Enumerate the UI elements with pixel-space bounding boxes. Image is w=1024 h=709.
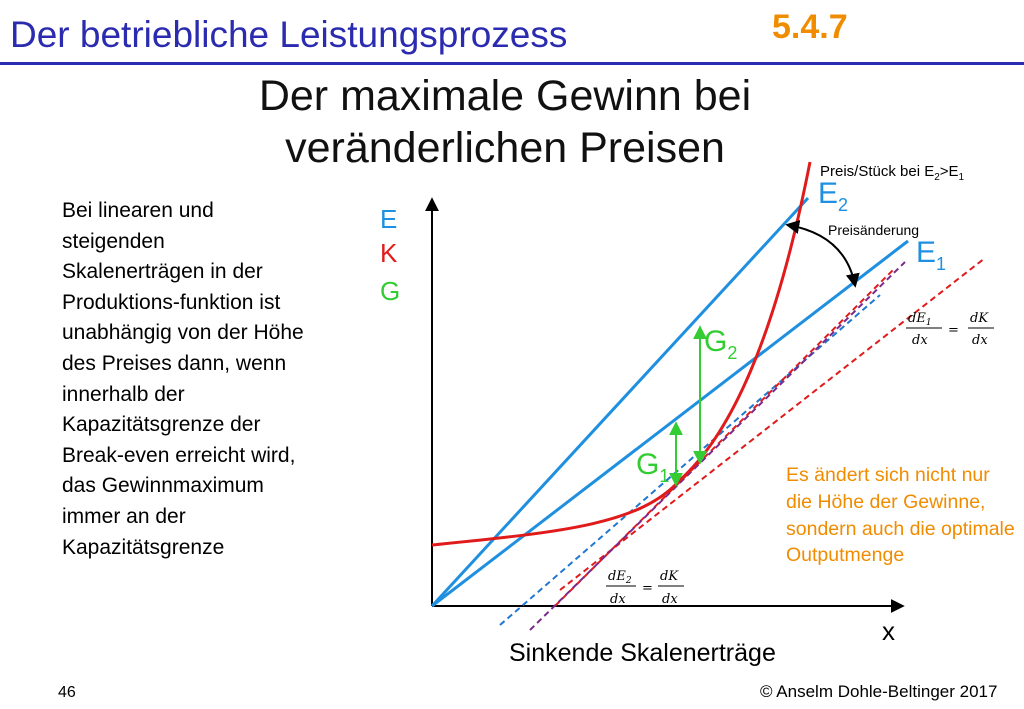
section-number: 5.4.7 xyxy=(772,8,848,46)
label-g1: $G_1$ xyxy=(636,448,670,486)
svg-text:=: = xyxy=(948,323,959,338)
slide-number: 46 xyxy=(58,684,76,701)
label-e1: $E_1$ xyxy=(916,236,947,274)
price-change-label: Preisänderung xyxy=(828,222,920,238)
tangent-blue-dashed xyxy=(500,295,880,625)
svg-text:dx: dx xyxy=(662,592,678,607)
svg-text:dx: dx xyxy=(912,333,928,348)
axis-label-g: G xyxy=(380,276,401,306)
slide-title-line2: veränderlichen Preisen xyxy=(285,124,725,172)
svg-text:dK: dK xyxy=(660,569,679,584)
diagram-subtitle: Sinkende Skalenerträge xyxy=(509,639,776,667)
svg-text:dE2: $dE_2$ xyxy=(608,569,632,586)
axis-label-k: K xyxy=(380,238,398,268)
axis-label-e: E xyxy=(380,204,398,234)
revenue-line-e2 xyxy=(432,198,808,606)
svg-text:dx: dx xyxy=(610,592,626,607)
preis-note: Preis/Stück bei $E_2>E_1$ xyxy=(820,163,965,183)
orange-note: Es ändert sich nicht nur die Höhe der Gewinne, sondern auch die optimale Outputmenge xyxy=(786,464,1015,567)
copyright: © Anselm Dohle-Beltinger 2017 xyxy=(760,682,998,701)
header-title: Der betriebliche Leistungsprozess xyxy=(10,14,568,55)
svg-text:=: = xyxy=(642,581,653,596)
svg-text:dx: dx xyxy=(972,333,988,348)
formula-marginal-e2 xyxy=(606,569,684,607)
slide-title-line1: Der maximale Gewinn bei xyxy=(258,72,752,120)
cost-curve xyxy=(432,162,810,545)
axis-label-x: x xyxy=(882,616,895,646)
label-g2: $G_2$ xyxy=(704,325,738,363)
formula-marginal-e1 xyxy=(906,311,994,348)
svg-text:dE1: $dE_1$ xyxy=(908,311,932,328)
tangent-red-dashed-1 xyxy=(555,270,893,606)
body-text: Bei linearen und steigenden Skalenerträgen in der Produktions-funktion ist unabhängig von der Höhe des Preises dann, wenn innerhalb der Kapazitätsgrenze der Break-even erreicht wird, das Gewinnmaximum immer an der Kapazitätsgrenze xyxy=(62,199,304,559)
label-e2: $E_2$ xyxy=(818,177,849,215)
revenue-line-e1 xyxy=(432,241,908,606)
svg-text:dK: dK xyxy=(970,311,989,326)
